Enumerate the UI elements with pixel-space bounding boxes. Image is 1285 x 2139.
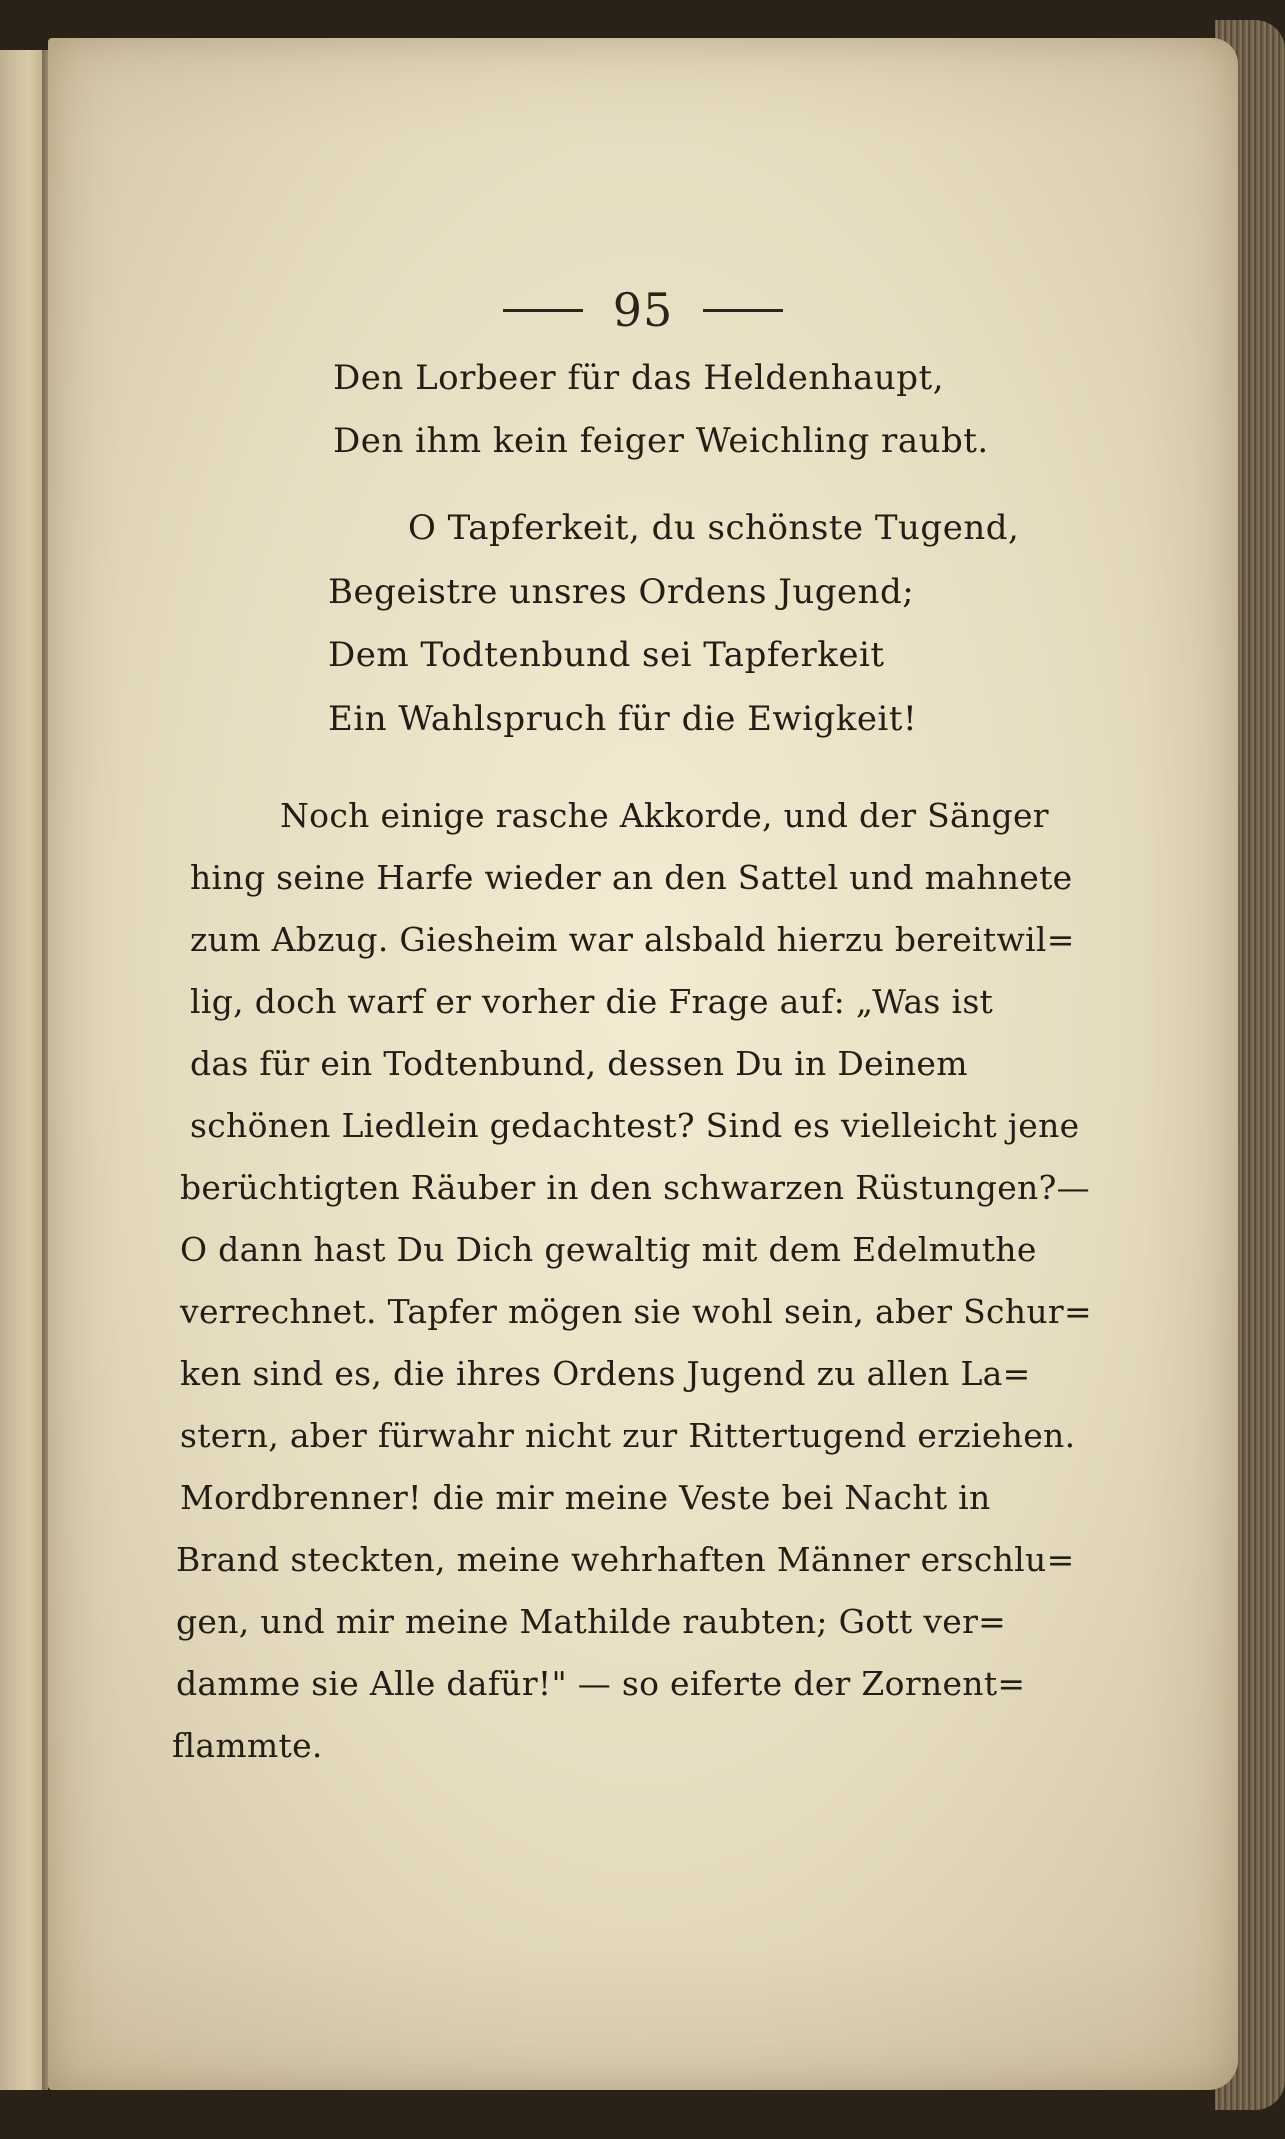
page-number: 95 <box>612 283 674 337</box>
prose-line: flammte. <box>172 1726 323 1765</box>
header-dash-right <box>703 309 783 312</box>
page-header <box>48 280 1238 340</box>
book-page <box>48 38 1238 2090</box>
prose-line: gen, und mir meine Mathilde raubten; Gott ver= <box>176 1602 1007 1641</box>
left-page-edge <box>0 50 48 2090</box>
prose-line: stern, aber fürwahr nicht zur Rittertugend erziehen. <box>180 1416 1076 1455</box>
prose-line: verrechnet. Tapfer mögen sie wohl sein, aber Schur= <box>180 1292 1092 1331</box>
prose-line: Noch einige rasche Akkorde, und der Sänger <box>280 796 1049 835</box>
verse-line: O Tapferkeit, du schönste Tugend, <box>408 508 1020 548</box>
header-dash-left <box>503 309 583 312</box>
prose-line: das für ein Todtenbund, dessen Du in Deinem <box>190 1044 968 1083</box>
prose-line: Mordbrenner! die mir meine Veste bei Nacht in <box>180 1478 991 1517</box>
prose-line: damme sie Alle dafür!" — so eiferte der Zornent= <box>176 1664 1026 1703</box>
prose-line: O dann hast Du Dich gewaltig mit dem Edelmuthe <box>180 1230 1037 1269</box>
verse-line: Den ihm kein feiger Weichling raubt. <box>333 421 989 461</box>
prose-line: schönen Liedlein gedachtest? Sind es vielleicht jene <box>190 1106 1080 1145</box>
prose-line: zum Abzug. Giesheim war alsbald hierzu bereitwil= <box>190 920 1075 959</box>
verse-line: Ein Wahlspruch für die Ewigkeit! <box>328 699 918 739</box>
prose-line: berüchtigten Räuber in den schwarzen Rüstungen?— <box>180 1168 1090 1207</box>
verse-line: Den Lorbeer für das Heldenhaupt, <box>333 358 945 398</box>
prose-line: Brand steckten, meine wehrhaften Männer erschlu= <box>176 1540 1075 1579</box>
prose-line: hing seine Harfe wieder an den Sattel und mahnete <box>190 858 1073 897</box>
prose-line: ken sind es, die ihres Ordens Jugend zu allen La= <box>180 1354 1031 1393</box>
prose-line: lig, doch warf er vorher die Frage auf: „Was ist <box>190 982 994 1021</box>
verse-line: Begeistre unsres Ordens Jugend; <box>328 572 915 612</box>
verse-line: Dem Todtenbund sei Tapferkeit <box>328 635 885 675</box>
